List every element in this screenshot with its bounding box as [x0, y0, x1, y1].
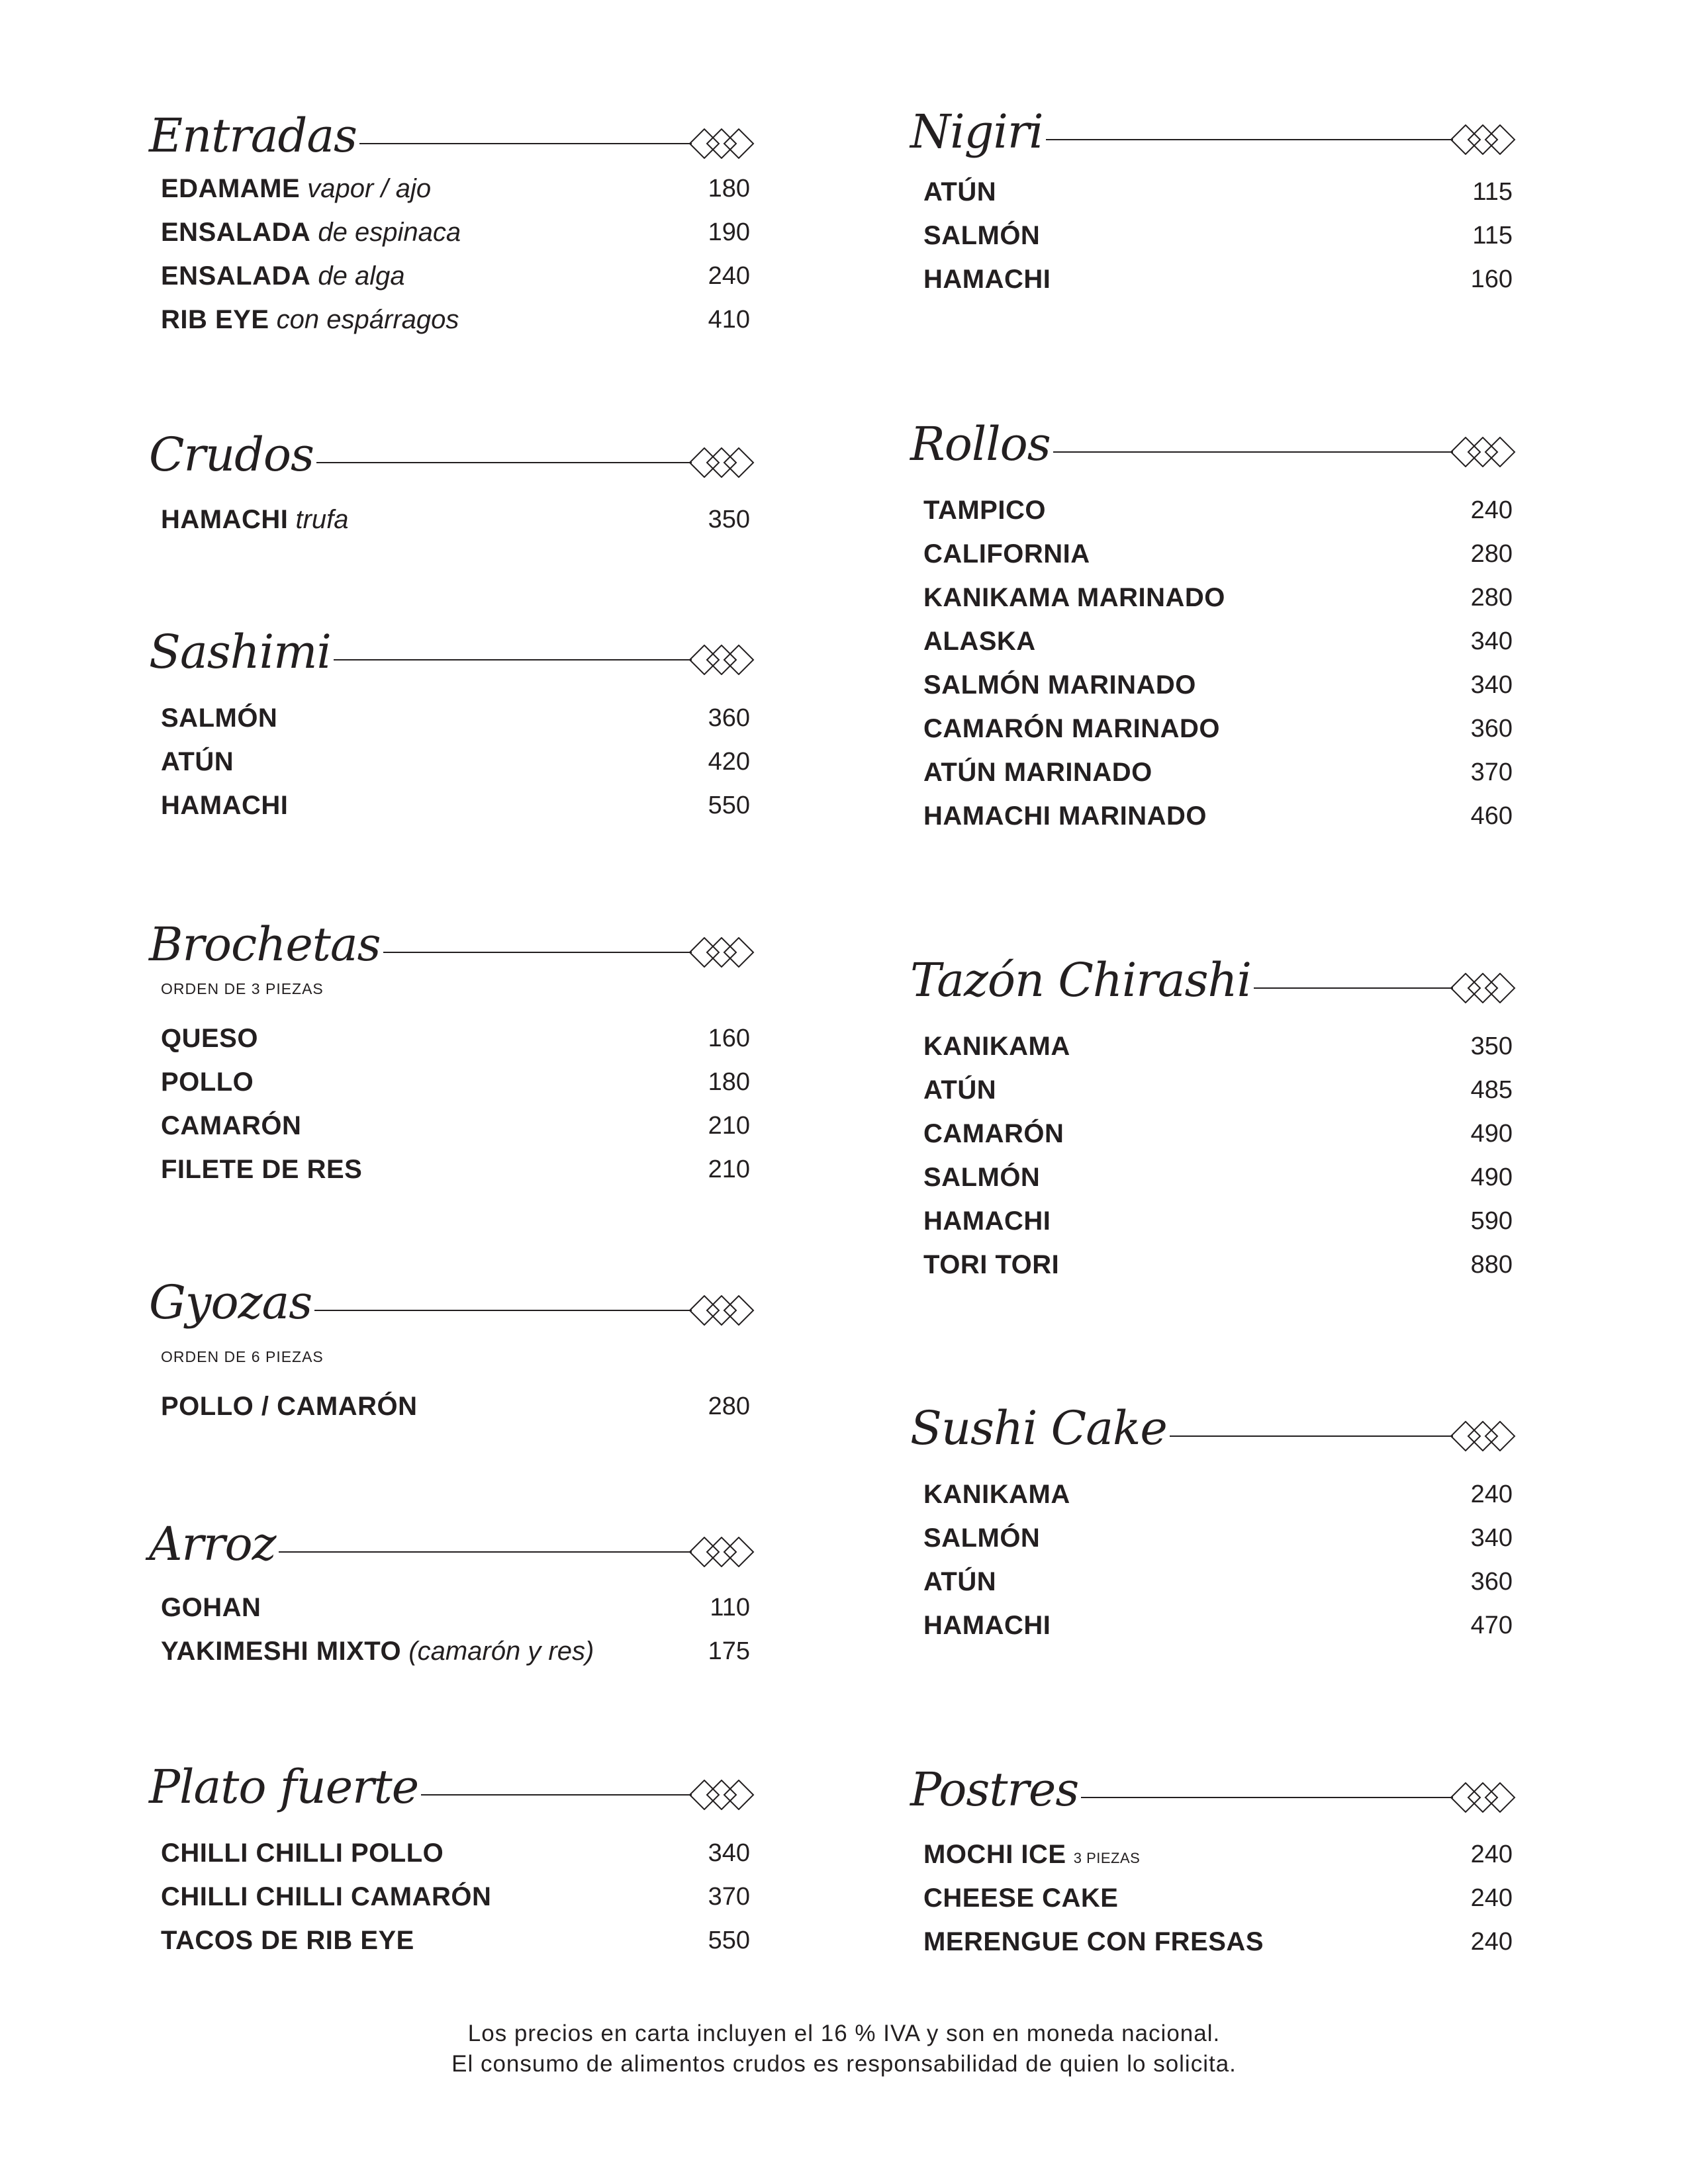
item-price: 590 [1470, 1207, 1513, 1235]
item-portion: 3 PIEZAS [1073, 1850, 1141, 1866]
item-price: 360 [1470, 1568, 1513, 1596]
section-note: ORDEN DE 6 PIEZAS [161, 1348, 324, 1365]
section-header-tazon-chirashi [910, 944, 1516, 1017]
item-name: KANIKAMA [923, 1480, 1070, 1509]
item-name: EDAMAME [161, 174, 301, 203]
item-price: 490 [1470, 1120, 1513, 1148]
item-name: HAMACHI [923, 1611, 1051, 1640]
item-price: 880 [1470, 1251, 1513, 1279]
item-name: SALMÓN MARINADO [923, 670, 1196, 700]
item-description: de alga [318, 261, 405, 291]
item-name: HAMACHI [923, 1206, 1051, 1236]
menu-item [923, 663, 1513, 707]
menu-item [161, 1385, 750, 1428]
item-price: 210 [708, 1112, 750, 1140]
item-price: 280 [708, 1392, 750, 1420]
menu-item [923, 619, 1513, 663]
item-name: CAMARÓN [923, 1119, 1064, 1148]
item-description: de espinaca [318, 218, 461, 247]
item-name: POLLO / CAMARÓN [161, 1392, 418, 1421]
item-name: ATÚN [923, 177, 997, 206]
section-header-nigiri [910, 95, 1516, 168]
item-price: 240 [708, 262, 750, 290]
menu-item [923, 1876, 1513, 1920]
section-header-arroz [149, 1508, 755, 1580]
item-name: MERENGUE CON FRESAS [923, 1927, 1264, 1956]
section-items-arroz [161, 1586, 750, 1673]
section-title: Nigiri [910, 109, 1046, 155]
diamond-ornament-icon [1450, 973, 1516, 1003]
section-items-crudos [161, 498, 750, 541]
diamond-ornament-icon [688, 937, 755, 968]
menu-item [923, 1516, 1513, 1560]
item-price: 550 [708, 792, 750, 819]
item-name: FILETE DE RES [161, 1155, 363, 1184]
item-price: 180 [708, 1068, 750, 1096]
diamond-ornament-icon [1450, 1421, 1516, 1451]
item-name: RIB EYE [161, 305, 269, 334]
item-name: CHEESE CAKE [923, 1884, 1119, 1913]
section-items-entradas [161, 167, 750, 341]
menu-item [161, 254, 750, 298]
item-price: 240 [1470, 1841, 1513, 1868]
section-items-rollos [923, 488, 1513, 838]
menu-item [161, 167, 750, 210]
section-title: Tazón Chirashi [910, 957, 1254, 1003]
menu-item [923, 1199, 1513, 1243]
item-price: 160 [1470, 265, 1513, 293]
item-name: GOHAN [161, 1593, 261, 1622]
section-header-brochetas [149, 908, 755, 981]
item-name: CAMARÓN MARINADO [923, 714, 1220, 743]
item-price: 240 [1470, 496, 1513, 524]
item-price: 490 [1470, 1163, 1513, 1191]
menu-item [923, 1473, 1513, 1516]
section-items-brochetas [161, 976, 750, 1191]
menu-item [923, 1156, 1513, 1199]
section-title: Sushi Cake [910, 1405, 1170, 1451]
footer-note [0, 2019, 1688, 2079]
section-items-nigiri [923, 170, 1513, 301]
menu-item [161, 1148, 750, 1191]
menu-item [923, 1920, 1513, 1964]
section-header-gyozas [149, 1266, 755, 1339]
diamond-ornament-icon [688, 1780, 755, 1810]
item-description: vapor / ajo [307, 174, 432, 203]
item-name: TACOS DE RIB EYE [161, 1926, 414, 1955]
item-price: 550 [708, 1927, 750, 1954]
diamond-ornament-icon [688, 1537, 755, 1567]
section-title: Sashimi [149, 629, 334, 675]
item-name: ATÚN [923, 1567, 997, 1596]
menu-item [923, 1560, 1513, 1604]
item-description: trufa [295, 505, 349, 534]
menu-item [923, 1112, 1513, 1156]
section-title: Rollos [910, 421, 1053, 467]
section-header-postres [910, 1753, 1516, 1826]
section-header-sashimi [149, 615, 755, 688]
item-price: 340 [708, 1839, 750, 1867]
diamond-ornament-icon [1450, 124, 1516, 155]
item-name: YAKIMESHI MIXTO [161, 1637, 402, 1666]
item-price: 115 [1472, 222, 1513, 250]
item-description: (camarón y res) [408, 1637, 594, 1666]
item-name: CAMARÓN [161, 1111, 302, 1140]
menu-item [161, 498, 750, 541]
item-name: SALMÓN [923, 221, 1041, 250]
menu-item [161, 1629, 750, 1673]
item-price: 360 [708, 704, 750, 732]
menu-item [161, 1875, 750, 1919]
item-name: POLLO [161, 1068, 254, 1097]
section-header-plato-fuerte [149, 1751, 755, 1823]
diamond-ornament-icon [1450, 437, 1516, 467]
section-title: Plato fuerte [149, 1764, 421, 1810]
section-title: Postres [910, 1766, 1081, 1813]
item-price: 340 [1470, 627, 1513, 655]
item-price: 175 [708, 1637, 750, 1665]
section-items-sashimi [161, 696, 750, 827]
item-price: 110 [710, 1594, 750, 1621]
item-price: 370 [708, 1883, 750, 1911]
item-price: 470 [1470, 1612, 1513, 1639]
diamond-ornament-icon [688, 128, 755, 159]
menu-item [161, 1017, 750, 1060]
item-price: 350 [708, 506, 750, 533]
menu-item [161, 1586, 750, 1629]
menu-item [923, 257, 1513, 301]
item-name: CHILLI CHILLI CAMARÓN [161, 1882, 492, 1911]
section-header-crudos [149, 418, 755, 491]
menu-item [923, 488, 1513, 532]
item-name: QUESO [161, 1024, 258, 1053]
item-description: con espárragos [276, 305, 459, 334]
item-name: CALIFORNIA [923, 539, 1090, 569]
item-price: 160 [708, 1024, 750, 1052]
item-name: MOCHI ICE [923, 1840, 1066, 1869]
item-name: ENSALADA [161, 261, 311, 291]
menu-item [923, 576, 1513, 619]
item-price: 210 [708, 1156, 750, 1183]
item-name: SALMÓN [923, 1524, 1041, 1553]
menu-item [923, 794, 1513, 838]
section-items-gyozas [161, 1343, 750, 1428]
item-name: SALMÓN [161, 704, 278, 733]
menu-item [923, 214, 1513, 257]
section-header-rollos [910, 408, 1516, 480]
diamond-ornament-icon [688, 447, 755, 478]
section-items-postres [923, 1833, 1513, 1964]
menu-item [161, 740, 750, 784]
section-title: Gyozas [149, 1279, 314, 1326]
menu-item [161, 1831, 750, 1875]
item-name: ENSALADA [161, 218, 311, 247]
item-price: 370 [1470, 758, 1513, 786]
menu-item [923, 1024, 1513, 1068]
section-title: Brochetas [149, 921, 383, 968]
section-title: Arroz [149, 1521, 279, 1567]
item-name: HAMACHI [161, 505, 289, 534]
section-header-sushi-cake [910, 1392, 1516, 1465]
menu-item [923, 1068, 1513, 1112]
menu-item [923, 1243, 1513, 1287]
item-price: 280 [1470, 584, 1513, 612]
menu-item [161, 1919, 750, 1962]
item-price: 115 [1472, 178, 1513, 206]
item-price: 280 [1470, 540, 1513, 568]
item-name: ATÚN [923, 1075, 997, 1105]
item-name: HAMACHI [161, 791, 289, 820]
item-price: 240 [1470, 1884, 1513, 1912]
menu-item [161, 210, 750, 254]
item-price: 360 [1470, 715, 1513, 743]
item-name: HAMACHI [923, 265, 1051, 294]
menu-item [923, 170, 1513, 214]
menu-item [161, 784, 750, 827]
menu-item [923, 751, 1513, 794]
section-header-entradas [149, 99, 755, 172]
section-items-tazon-chirashi [923, 1024, 1513, 1287]
section-title: Crudos [149, 432, 316, 478]
menu-item [161, 696, 750, 740]
item-name: SALMÓN [923, 1163, 1041, 1192]
item-price: 340 [1470, 671, 1513, 699]
item-price: 190 [708, 218, 750, 246]
footer-line-1: Los precios en carta incluyen el 16 % IVA y son en moneda nacional. [467, 2021, 1221, 2046]
menu-item [161, 1060, 750, 1104]
menu-item [923, 1833, 1513, 1876]
item-name: CHILLI CHILLI POLLO [161, 1839, 444, 1868]
menu-item [923, 1604, 1513, 1647]
item-name: TAMPICO [923, 496, 1046, 525]
menu-item [923, 707, 1513, 751]
item-name: ALASKA [923, 627, 1036, 656]
item-price: 350 [1470, 1032, 1513, 1060]
item-price: 340 [1470, 1524, 1513, 1552]
diamond-ornament-icon [688, 645, 755, 675]
item-name: ATÚN MARINADO [923, 758, 1152, 787]
item-name: HAMACHI MARINADO [923, 801, 1207, 831]
section-items-sushi-cake [923, 1473, 1513, 1647]
item-price: 240 [1470, 1480, 1513, 1508]
item-price: 485 [1470, 1076, 1513, 1104]
item-price: 460 [1470, 802, 1513, 830]
item-price: 410 [708, 306, 750, 334]
footer-line-2: El consumo de alimentos crudos es responsabilidad de quien lo solicita. [451, 2051, 1237, 2077]
section-items-plato-fuerte [161, 1831, 750, 1962]
item-name: ATÚN [161, 747, 234, 776]
item-price: 180 [708, 175, 750, 203]
section-note: ORDEN DE 3 PIEZAS [161, 980, 324, 997]
item-name: KANIKAMA MARINADO [923, 583, 1225, 612]
menu-item [923, 532, 1513, 576]
menu-item [161, 1104, 750, 1148]
diamond-ornament-icon [1450, 1782, 1516, 1813]
item-name: KANIKAMA [923, 1032, 1070, 1061]
item-price: 420 [708, 748, 750, 776]
diamond-ornament-icon [688, 1295, 755, 1326]
menu-item [161, 298, 750, 341]
item-price: 240 [1470, 1928, 1513, 1956]
item-name: TORI TORI [923, 1250, 1060, 1279]
section-title: Entradas [149, 113, 359, 159]
